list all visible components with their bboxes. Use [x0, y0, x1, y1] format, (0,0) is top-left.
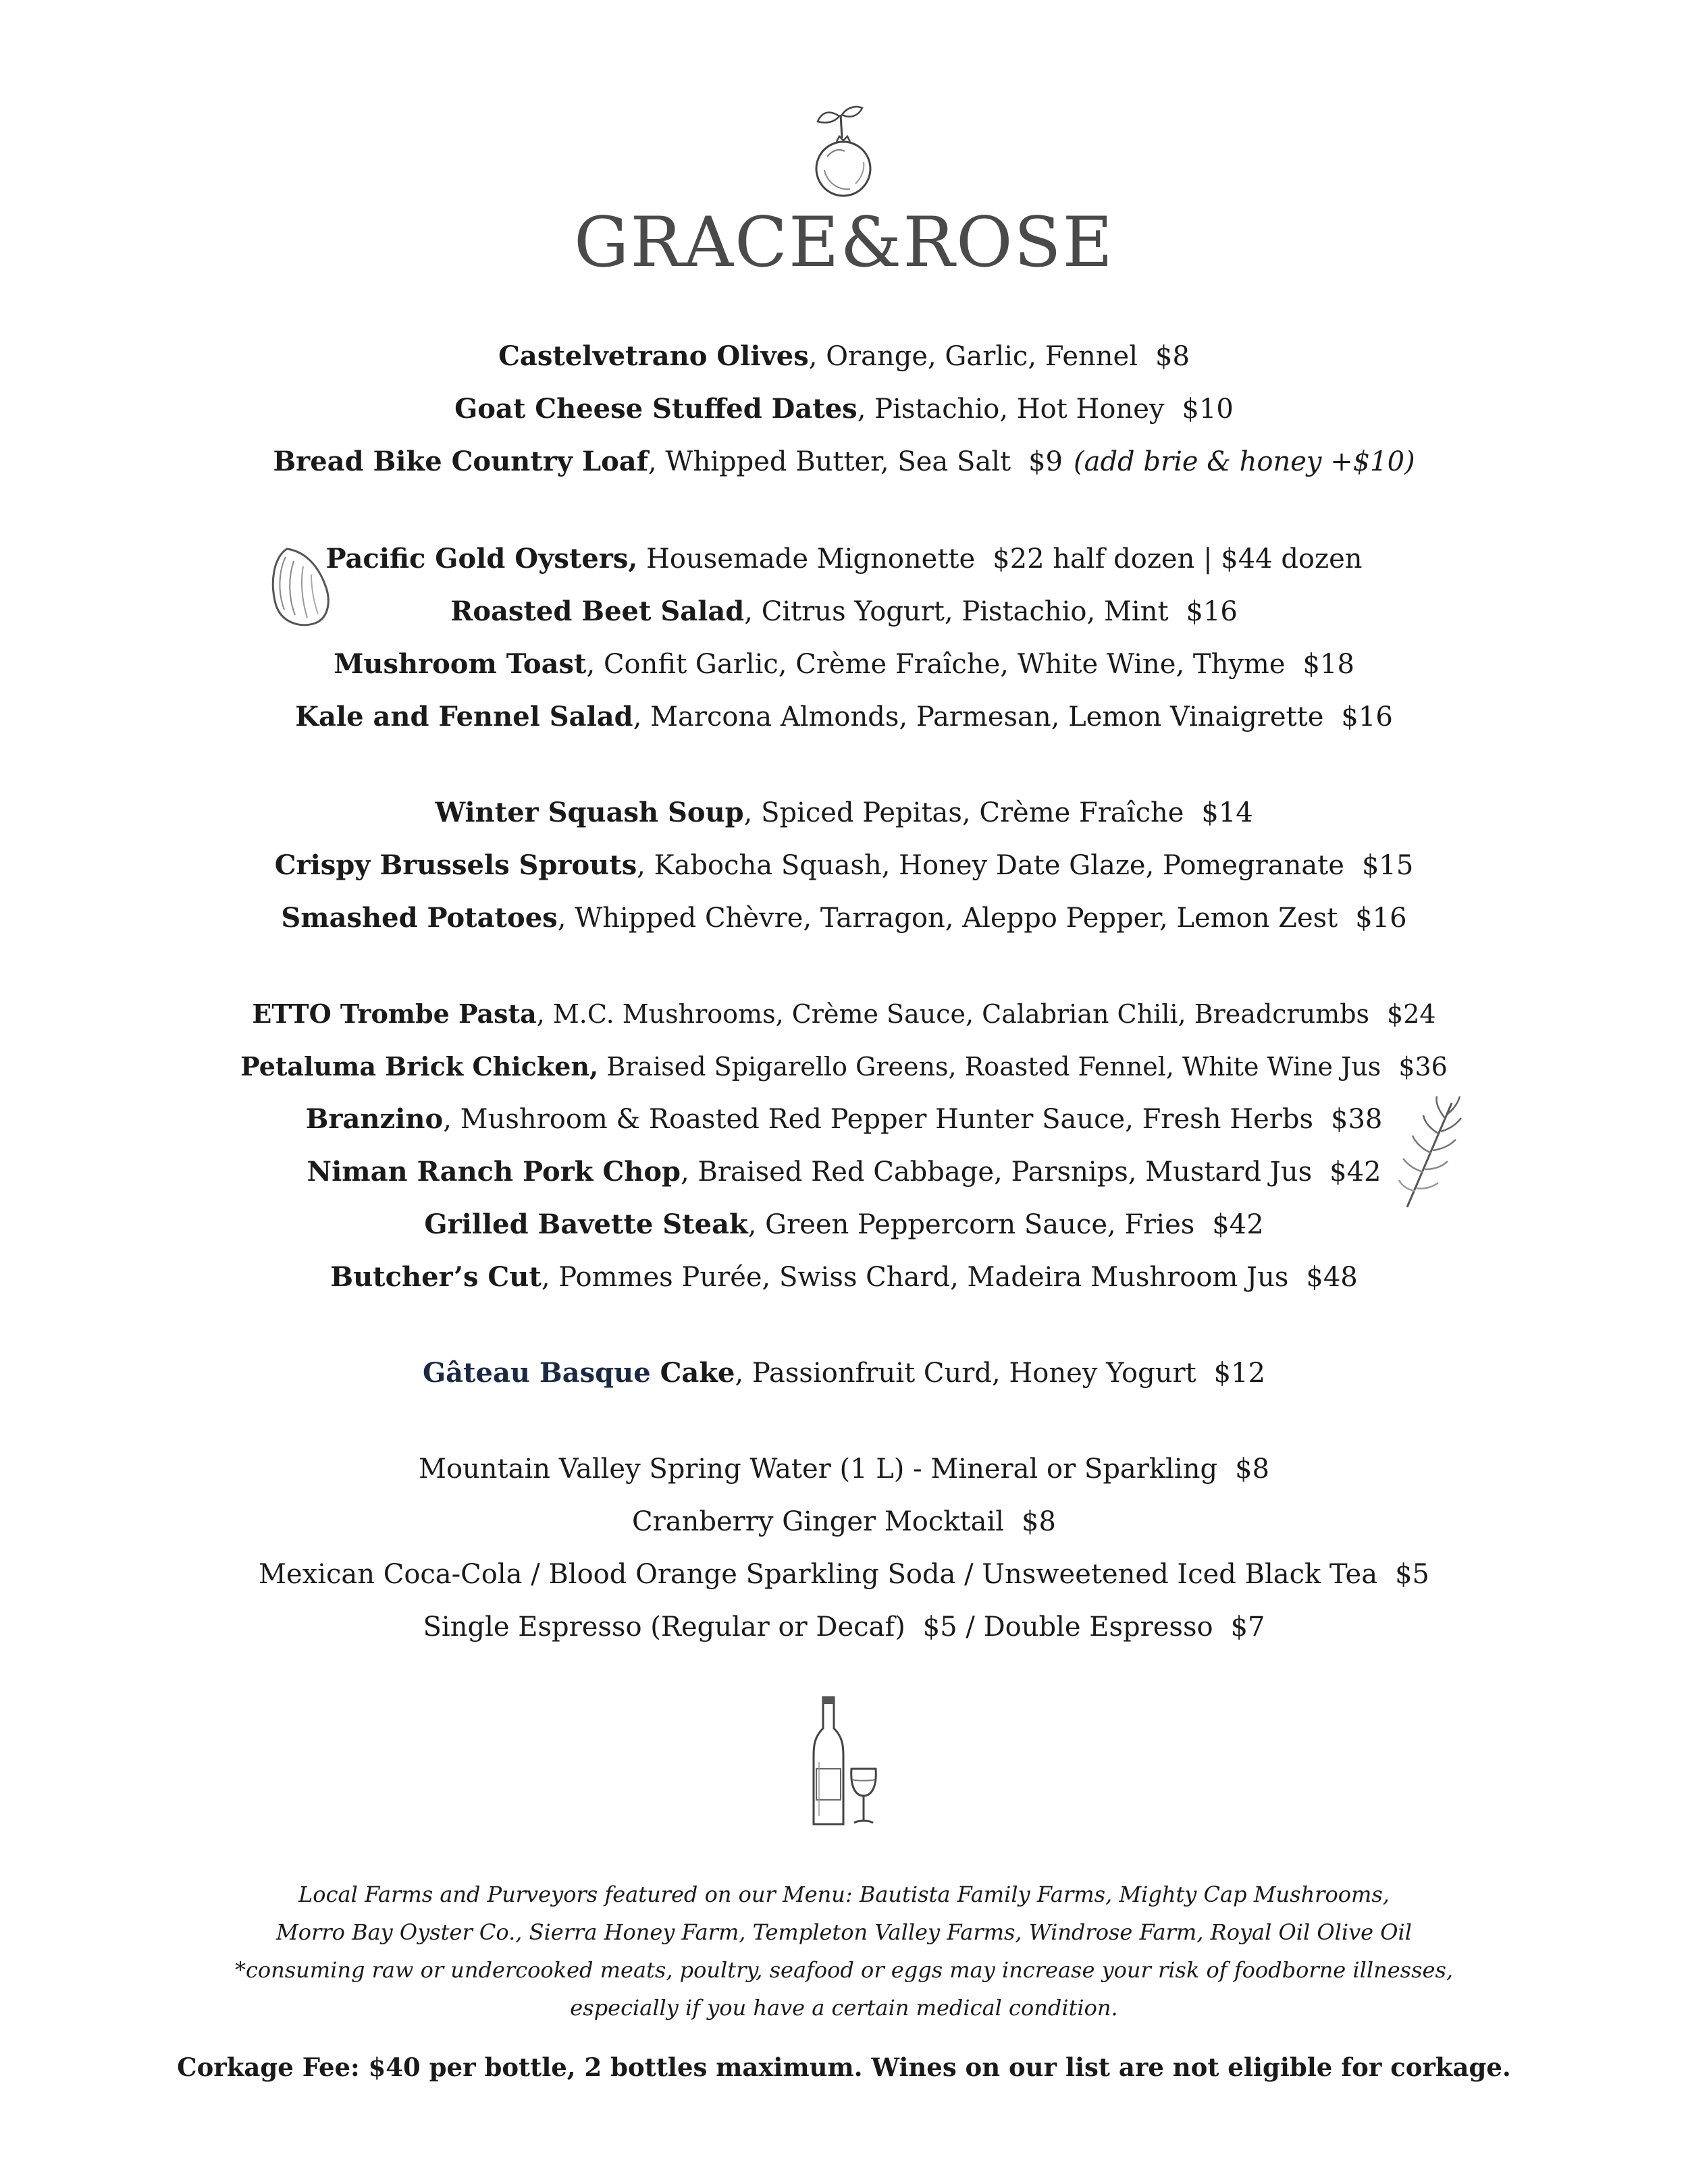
item-price: $22 half dozen | $44 dozen	[993, 543, 1363, 575]
item-name: Niman Ranch Pork Chop	[307, 1156, 681, 1188]
footer-line: especially if you have a certain medical condition.	[570, 1995, 1118, 2021]
item-price: $9	[1028, 446, 1063, 477]
drink-text: Mexican Coca-Cola / Blood Orange Sparkling Soda / Unsweetened Iced Black Tea	[259, 1559, 1378, 1590]
drink-item	[0, 1608, 1688, 1646]
item-name: Kale and Fennel Salad	[295, 701, 633, 733]
item-price: $12	[1213, 1358, 1266, 1389]
brand-name: GRACE&ROSE	[574, 203, 1114, 283]
item-price: $48	[1306, 1262, 1358, 1293]
menu-item	[0, 540, 1688, 578]
menu-item	[0, 899, 1688, 937]
drink-text: Single Espresso (Regular or Decaf)	[423, 1612, 905, 1643]
item-desc: , Braised Red Cabbage, Parsnips, Mustard Jus	[681, 1156, 1313, 1188]
menu-item	[0, 1258, 1688, 1296]
item-name: Castelvetrano Olives	[498, 340, 809, 372]
item-name: Bread Bike Country Loaf	[273, 446, 648, 477]
item-desc: , Green Peppercorn Sauce, Fries	[747, 1209, 1195, 1240]
item-price: $42	[1329, 1156, 1381, 1188]
item-price: $10	[1182, 394, 1234, 425]
menu-item	[0, 794, 1688, 832]
item-price: $42	[1212, 1209, 1264, 1240]
menu-item	[0, 593, 1688, 631]
footer-line: *consuming raw or undercooked meats, poultry, seafood or eggs may increase your risk of foodborne illnesses,	[234, 1957, 1454, 1983]
item-desc: , Mushroom & Roasted Red Pepper Hunter Sauce, Fresh Herbs	[443, 1104, 1313, 1135]
item-price: $8	[1155, 341, 1190, 372]
item-name: ETTO Trombe Pasta	[252, 998, 537, 1029]
item-desc: , M.C. Mushrooms, Crème Sauce, Calabrian Chili, Breadcrumbs	[536, 999, 1370, 1029]
item-name: Roasted Beet Salad	[450, 595, 745, 627]
menu-item	[0, 995, 1688, 1033]
item-desc: , Pistachio, Hot Honey	[857, 394, 1165, 425]
item-name: Pacific Gold Oysters,	[325, 543, 638, 575]
item-desc: , Orange, Garlic, Fennel	[808, 341, 1138, 372]
menu-item	[0, 443, 1688, 481]
rosemary-sprig-icon	[1398, 1094, 1465, 1212]
footer-line: Morro Bay Oyster Co., Sierra Honey Farm, Templeton Valley Farms, Windrose Farm, Royal Oil Olive Oil	[276, 1919, 1412, 1945]
item-price: $15	[1361, 850, 1414, 881]
drink-item	[0, 1503, 1688, 1541]
item-name: Mushroom Toast	[334, 648, 587, 680]
wine-bottle-glass-icon	[807, 1695, 881, 1830]
item-desc: , Pommes Purée, Swiss Chard, Madeira Mushroom Jus	[541, 1262, 1289, 1293]
drink-price: $8	[1022, 1506, 1056, 1537]
pomegranate-icon	[800, 103, 888, 204]
drink-text: Cranberry Ginger Mocktail	[632, 1506, 1005, 1537]
drink-price: $5	[1395, 1559, 1429, 1590]
item-price: $18	[1302, 649, 1354, 680]
item-name: Smashed Potatoes	[281, 902, 558, 934]
drink-price-2: $7	[1230, 1612, 1265, 1643]
item-desc: , Citrus Yogurt, Pistachio, Mint	[744, 596, 1169, 627]
dessert-item	[0, 1354, 1688, 1392]
item-desc: Braised Spigarello Greens, Roasted Fennel, White Wine Jus	[598, 1052, 1381, 1082]
item-name: Winter Squash Soup	[435, 797, 744, 828]
item-name: Goat Cheese Stuffed Dates	[454, 393, 858, 425]
item-desc: , Passionfruit Curd, Honey Yogurt	[735, 1358, 1196, 1389]
drink-price: $5 / Double Espresso	[922, 1612, 1213, 1643]
item-name: Grilled Bavette Steak	[424, 1208, 748, 1240]
item-price: $14	[1201, 797, 1253, 828]
item-name: Crispy Brussels Sprouts	[274, 849, 637, 881]
item-name: Butcher’s Cut	[330, 1261, 542, 1293]
menu-item	[0, 698, 1688, 736]
item-price: $38	[1331, 1104, 1383, 1135]
drink-text: Mountain Valley Spring Water (1 L) - Mineral or Sparkling	[419, 1454, 1218, 1485]
item-desc: , Whipped Butter, Sea Salt	[648, 446, 1011, 477]
drink-price: $8	[1235, 1454, 1269, 1485]
dessert-name-a: Gâteau Basque	[422, 1357, 651, 1389]
item-note: (add brie & honey +$10)	[1074, 446, 1415, 477]
corkage-note: Corkage Fee: $40 per bottle, 2 bottles maximum. Wines on our list are not eligible for corkage.	[177, 2052, 1511, 2082]
item-price: $16	[1186, 596, 1238, 627]
item-desc: , Whipped Chèvre, Tarragon, Aleppo Pepper, Lemon Zest	[557, 903, 1338, 934]
item-price: $16	[1341, 701, 1393, 733]
item-desc: , Confit Garlic, Crème Fraîche, White Wine, Thyme	[586, 649, 1286, 680]
menu-item	[0, 338, 1688, 375]
menu-item	[0, 390, 1688, 428]
item-desc: , Kabocha Squash, Honey Date Glaze, Pomegranate	[637, 850, 1344, 881]
menu-item	[0, 645, 1688, 683]
item-desc: Housemade Mignonette	[637, 543, 976, 575]
drink-item	[0, 1555, 1688, 1593]
footer-line: Local Farms and Purveyors featured on our Menu: Bautista Family Farms, Mighty Cap Mushrooms,	[298, 1882, 1390, 1907]
item-name: Branzino	[305, 1103, 444, 1135]
item-name: Petaluma Brick Chicken,	[240, 1051, 599, 1082]
item-price: $36	[1398, 1052, 1448, 1082]
drink-item	[0, 1450, 1688, 1488]
item-price: $24	[1387, 999, 1436, 1029]
menu-item	[0, 847, 1688, 884]
dessert-name-b: Cake	[650, 1357, 735, 1389]
item-desc: , Marcona Almonds, Parmesan, Lemon Vinaigrette	[633, 701, 1324, 733]
item-price: $16	[1355, 903, 1407, 934]
item-desc: , Spiced Pepitas, Crème Fraîche	[743, 797, 1184, 828]
menu-item	[0, 1048, 1688, 1086]
